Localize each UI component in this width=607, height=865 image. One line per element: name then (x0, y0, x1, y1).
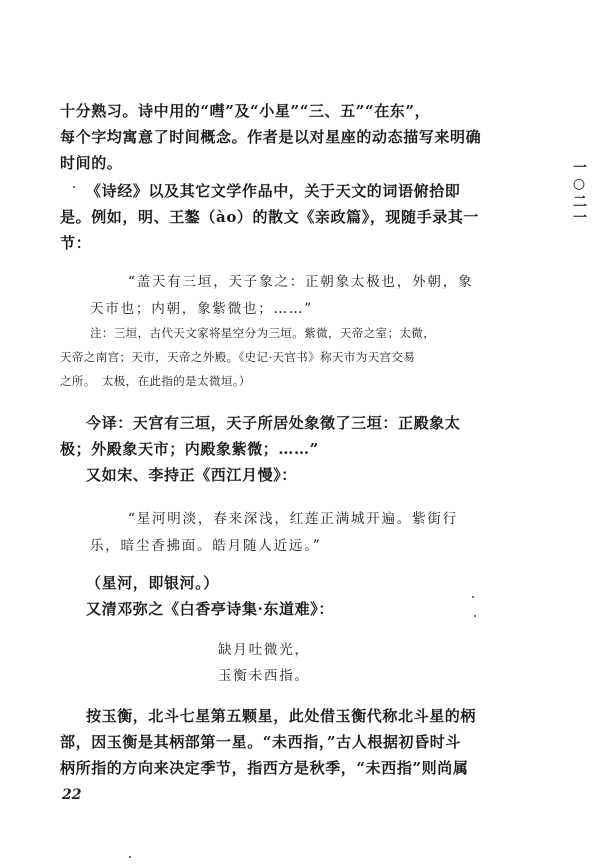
body-line-6: 节： (60, 234, 92, 252)
page-number: 22 (62, 787, 82, 803)
note-line-3: 之所。 太极，在此指的是太微垣。） (60, 374, 251, 388)
body-line-3: 时间的。 (60, 154, 123, 172)
body-line-11: 柄所指的方向来决定季节，指西方是秋季，“未西指”则尚属 (60, 759, 469, 777)
body-line-7: 又如宋、李持正《西江月慢》： (86, 466, 297, 484)
body-line-9: 按玉衡，北斗七星第五颗星，此处借玉衡代称北斗星的柄 (86, 707, 477, 725)
body-line-4: 《诗经》以及其它文学作品中，关于天文的词语俯拾即 (86, 182, 461, 200)
scan-speck (73, 186, 75, 188)
translation-line-1: 今译：天宫有三垣，天子所居处象徵了三垣：正殿象太 (86, 414, 461, 432)
poem-line-2: 玉衡未西指。 (218, 668, 310, 684)
quote-line-2: 天市也；内朝，象紫微也；……” (90, 301, 313, 317)
scan-speck (474, 615, 476, 617)
body-line-2: 每个字均寓意了时间概念。作者是以对星座的动态描写来明确 (60, 128, 482, 146)
body-line-8: 又清邓弥之《白香亭诗集·东道难》： (86, 600, 334, 618)
body-line-5: 是。例如，明、王鏊（ào）的散文《亲政篇》，现随手录其一 (60, 208, 480, 226)
quote-line-3: “星河明淡，春来深浅，红莲正满城开遍。紫街行 (128, 511, 459, 527)
translation-line-2: 极；外殿象天市；内殿象紫微；……” (60, 440, 319, 458)
scan-speck (472, 596, 474, 598)
note-line-2: 天帝之南宫；天市，天帝之外殿。《史记·天官书》称天市为天宫交易 (60, 350, 416, 364)
body-line-10: 部，因玉衡是其柄部第一星。“未西指，”古人根据初昏时斗 (60, 733, 461, 751)
poem-line-1: 缺月吐微光， (218, 642, 310, 658)
gloss-line: （星河，即银河。） (86, 574, 219, 592)
side-tab: 一○二一 (571, 160, 587, 226)
note-line-1: 注：三垣，古代天文家将星空分为三垣。紫微，天帝之室；太微， (90, 326, 436, 340)
body-line-1: 十分熟习。诗中用的“嘒”及“小星”“三、五”“在东”， (60, 102, 431, 120)
quote-line-1: “盖天有三垣，天子象之：正朝象太极也，外朝，象 (128, 274, 474, 290)
scan-speck (129, 856, 131, 858)
quote-line-4: 乐，暗尘香拂面。皓月随人近远。” (90, 538, 322, 554)
